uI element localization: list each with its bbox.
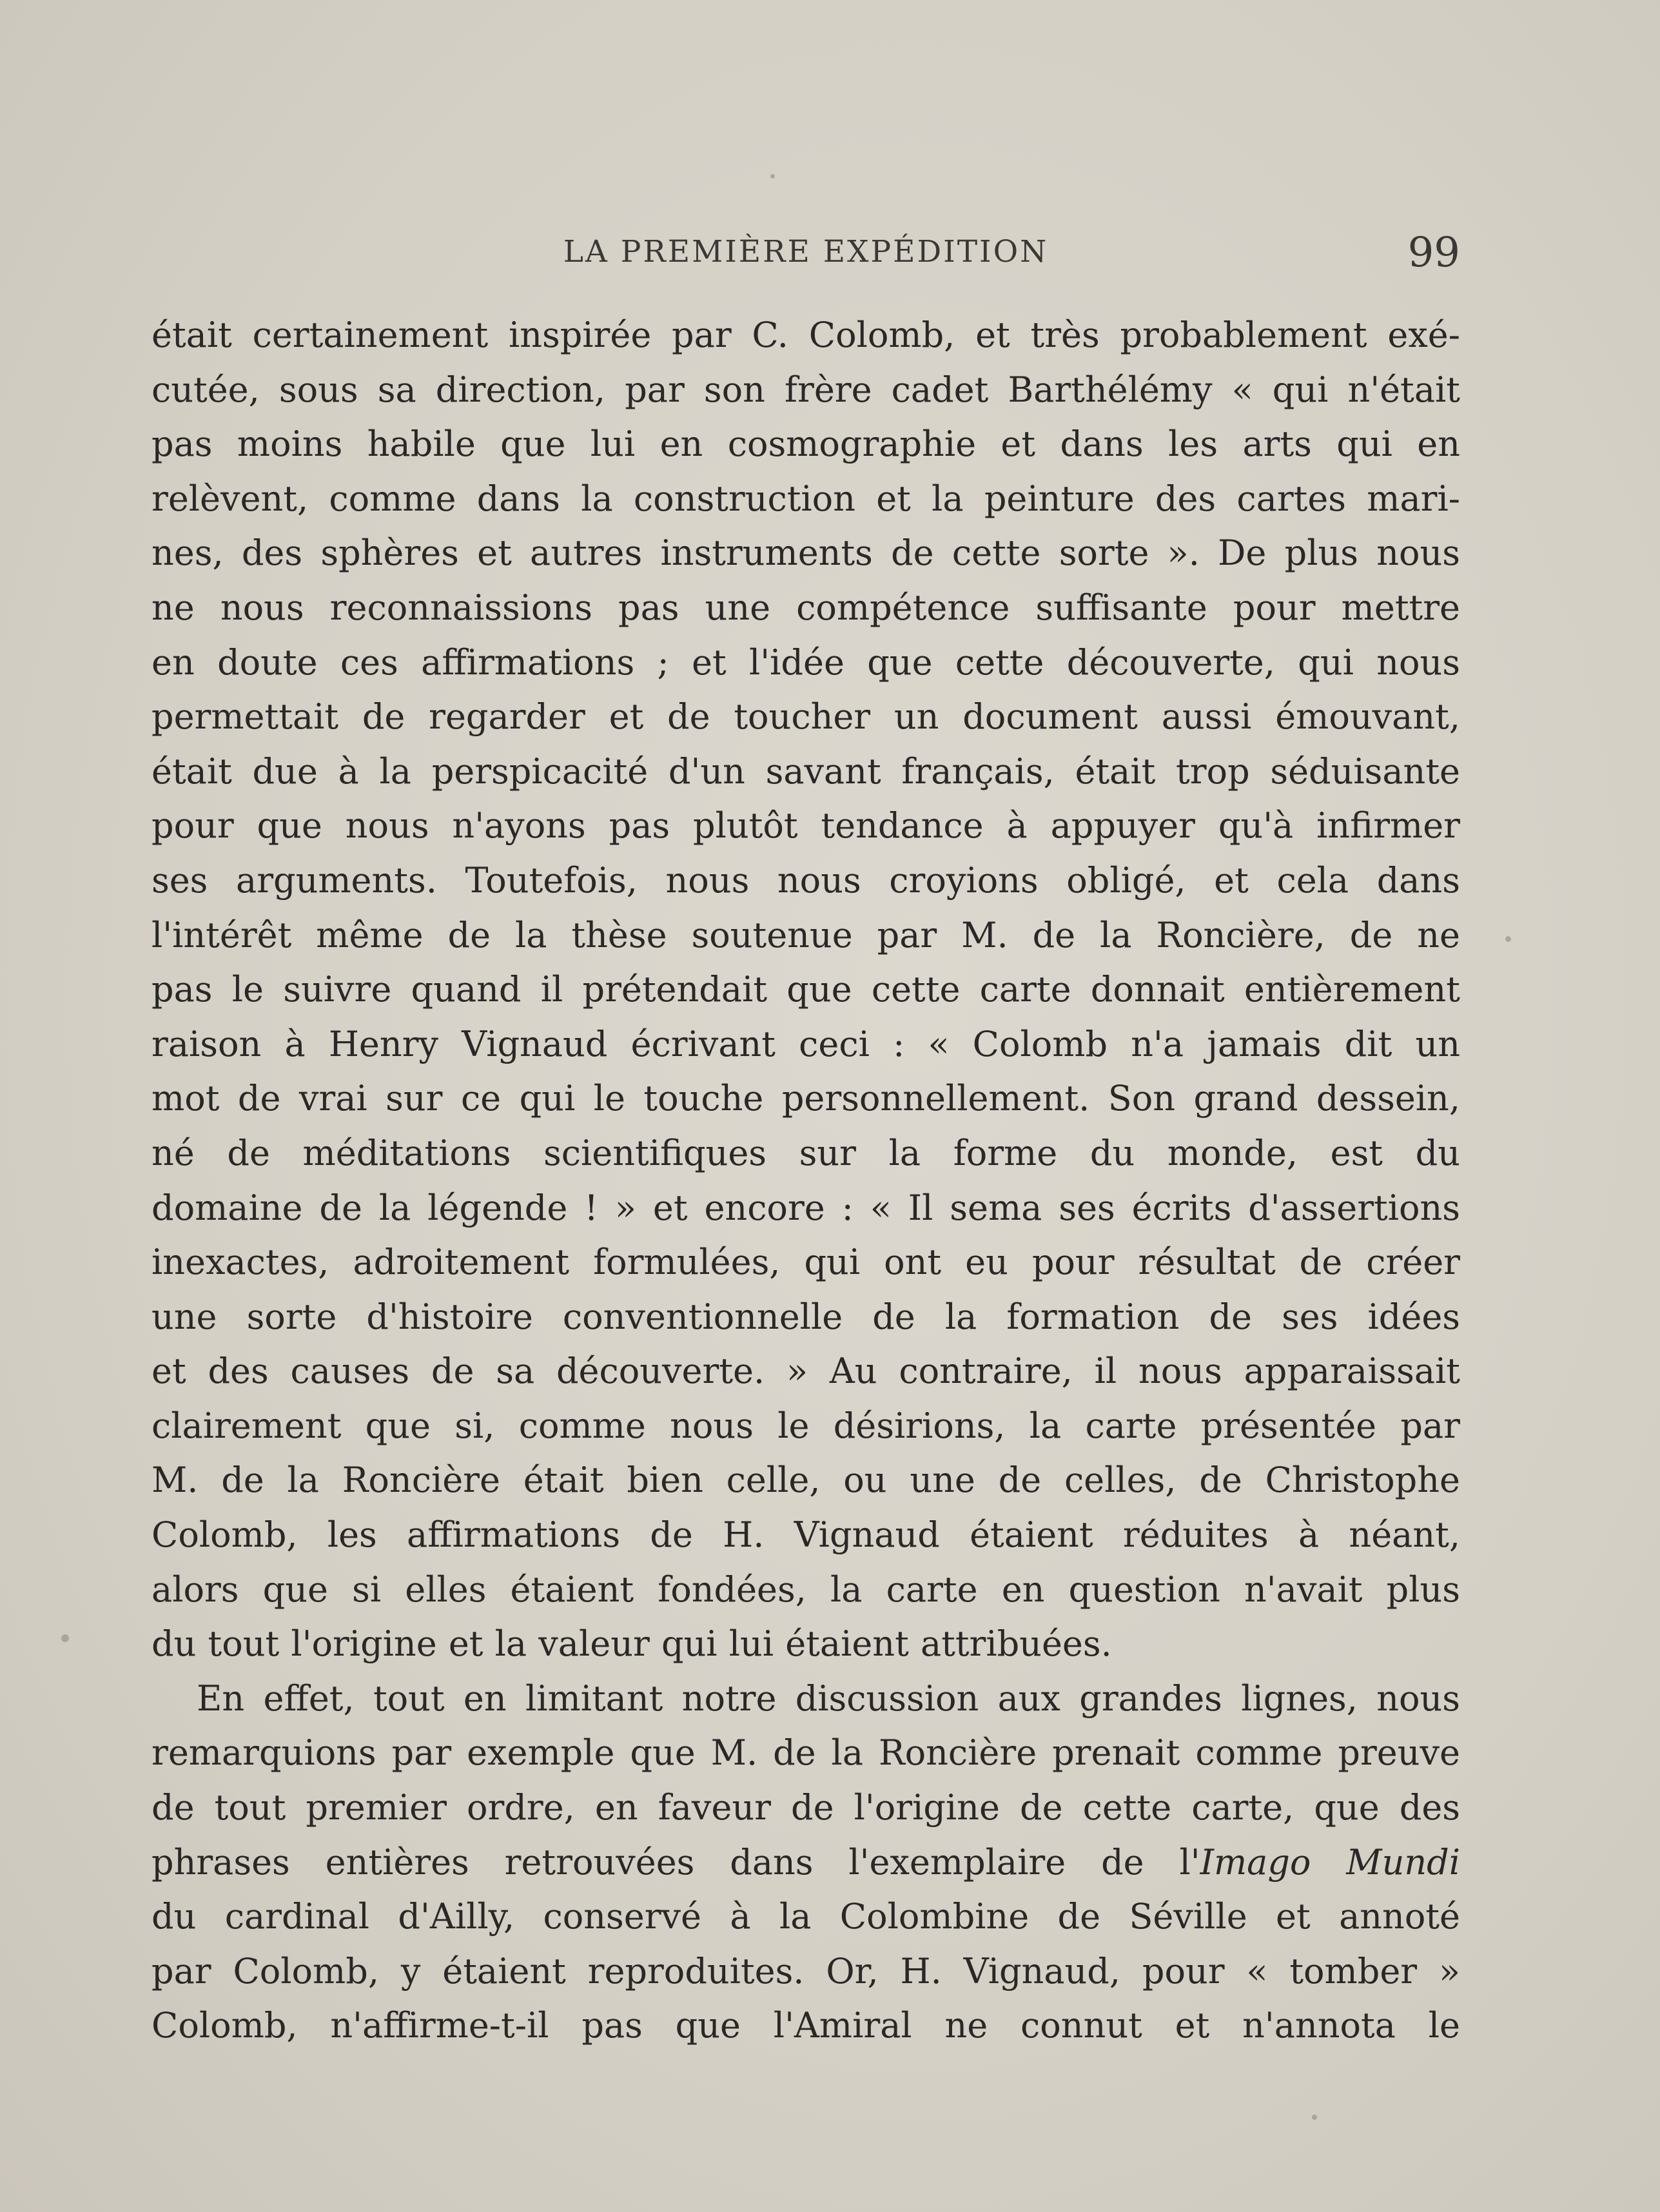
text-line: M. de la Roncière était bien celle, ou une de celles, de Christophe [151,1460,1460,1501]
text-line: nes, des sphères et autres instruments de cette sorte ». De plus nous [151,533,1460,574]
paragraph-2 [151,1672,1460,2053]
paper-speck [770,174,775,179]
text-line: Colomb, les affirmations de H. Vignaud étaient réduites à néant, [151,1514,1460,1556]
text-line-with-italic [151,1835,1460,1890]
body-text [151,308,1460,2053]
text-line: en doute ces affirmations ; et l'idée que cette découverte, qui nous [151,641,1460,683]
text-line: du cardinal d'Ailly, conservé à la Colombine de Séville et annoté [151,1896,1460,1937]
text-line: était due à la perspicacité d'un savant français, était trop séduisante [151,750,1460,792]
text-line: né de méditations scientifiques sur la forme du monde, est du [151,1132,1460,1173]
text-line: ne nous reconnaissions pas une compétence suffisante pour mettre [151,587,1460,628]
running-head [151,229,1460,280]
text-line: clairement que si, comme nous le désirions, la carte présentée par [151,1405,1460,1446]
text-fragment: phrases entières retrouvées dans l'exemplaire de l' [151,1841,1200,1883]
text-line: En effet, tout en limitant notre discussion aux grandes lignes, nous [197,1678,1460,1719]
running-title: LA PREMIÈRE EXPÉDITION [563,234,1049,269]
text-line: raison à Henry Vignaud écrivant ceci : « Colomb n'a jamais dit un [151,1023,1460,1064]
text-line: permettait de regarder et de toucher un document aussi émouvant, [151,696,1460,738]
text-line: était certainement inspirée par C. Colomb, et très probablement exé- [151,315,1460,355]
text-line: par Colomb, y étaient reproduites. Or, H. Vignaud, pour « tomber » [151,1950,1460,1992]
page-number: 99 [1407,229,1460,277]
text-line: pas le suivre quand il prétendait que cette carte donnait entièrement [151,969,1460,1010]
text-line: inexactes, adroitement formulées, qui ont eu pour résultat de créer [151,1242,1460,1283]
paper-speck [1312,2115,1317,2120]
italic-title: Imago Mundi [1200,1841,1460,1883]
text-line: une sorte d'histoire conventionnelle de la formation de ses idées [151,1296,1460,1337]
paragraph-1 [151,308,1460,1672]
text-line: de tout premier ordre, en faveur de l'origine de cette carte, que des [151,1787,1460,1828]
text-line: remarquions par exemple que M. de la Roncière prenait comme preuve [151,1732,1460,1774]
text-line: pas moins habile que lui en cosmographie et dans les arts qui en [151,424,1460,465]
text-line: domaine de la légende ! » et encore : « Il sema ses écrits d'assertions [151,1187,1460,1228]
text-line: Colomb, n'affirme-t-il pas que l'Amiral ne connut et n'annota le [151,2005,1460,2046]
text-line: ses arguments. Toutefois, nous nous croyions obligé, et cela dans [151,859,1460,901]
text-line: mot de vrai sur ce qui le touche personnellement. Son grand dessein, [151,1078,1460,1119]
paper-speck [1505,936,1511,942]
text-line: alors que si elles étaient fondées, la carte en question n'avait plus [151,1569,1460,1610]
text-line: cutée, sous sa direction, par son frère cadet Barthélémy « qui n'était [151,369,1460,410]
paper-speck [61,1634,69,1642]
text-line: l'intérêt même de la thèse soutenue par M. de la Roncière, de ne [151,914,1460,955]
text-line: pour que nous n'ayons pas plutôt tendance à appuyer qu'à infirmer [151,805,1460,847]
text-line: du tout l'origine et la valeur qui lui étaient attribuées. [151,1623,1112,1665]
text-line: relèvent, comme dans la construction et la peinture des cartes mari- [151,478,1460,519]
text-line: et des causes de sa découverte. » Au contraire, il nous apparaissait [151,1351,1460,1392]
